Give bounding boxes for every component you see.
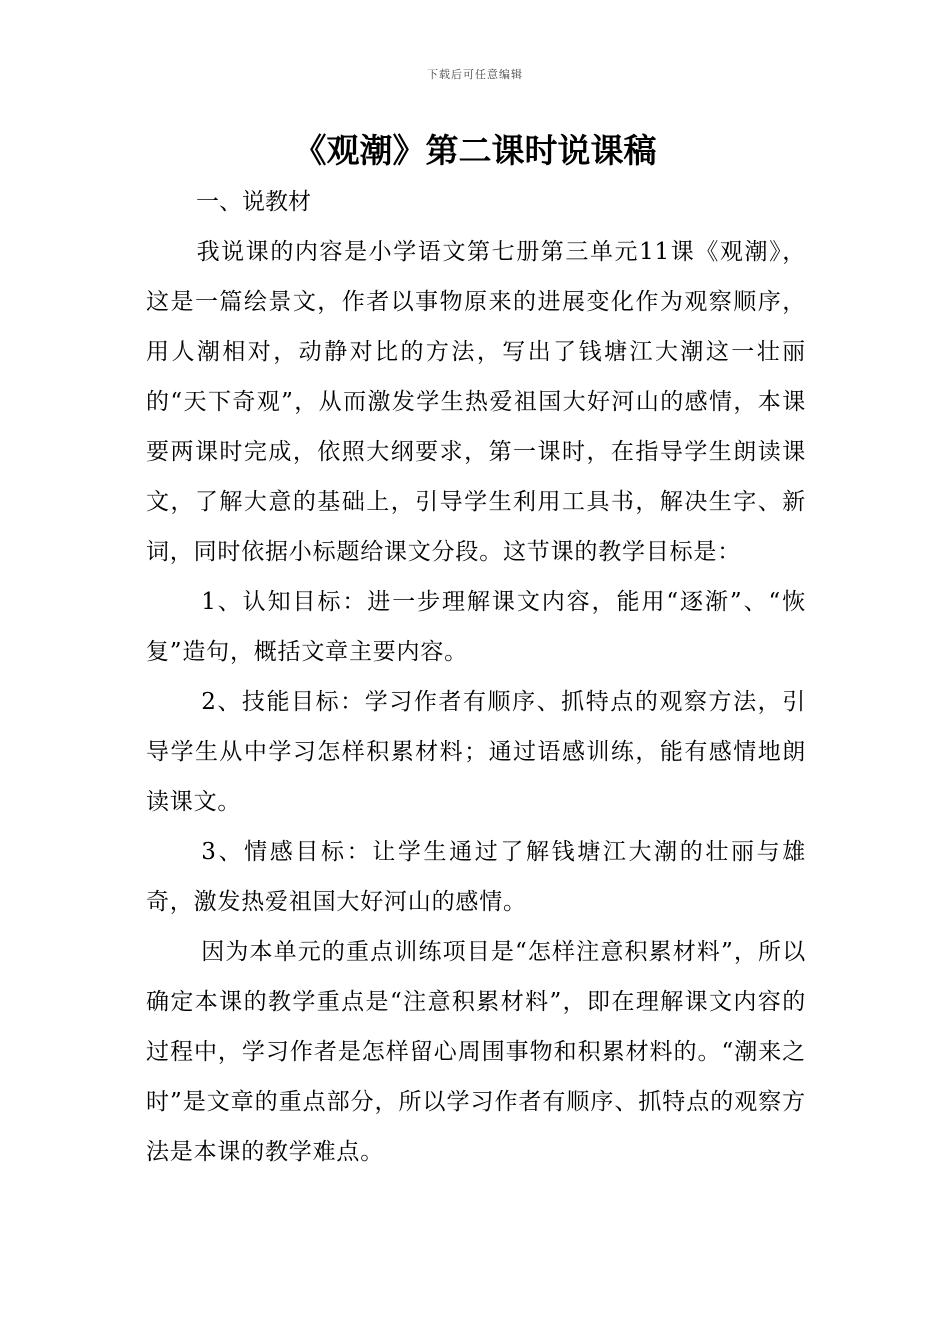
- paragraph-key-points: 因为本单元的重点训练项目是“怎样注意积累材料”，所以确定本课的教学重点是“注意积累材料”，即在理解课文内容的过程中，学习作者是怎样留心周围事物和积累材料的。“潮来之时”是文章的重点部分，所以学习作者有顺序、抓特点的观察方法是本课的教学难点。: [146, 939, 806, 1165]
- header-note: 下载后可任意编辑: [427, 68, 523, 81]
- paragraph-intro: 我说课的内容是小学语文第七册第三单元11课《观潮》，这是一篇绘景文，作者以事物原来的进展变化作为观察顺序，用人潮相对，动静对比的方法，写出了钱塘江大潮这一壮丽的“天下奇观”，从而激发学生热爱祖国大好河山的感情，本课要两课时完成，依照大纲要求，第一课时，在指导学生朗读课文，了解大意的基础上，引导学生利用工具书，解决生字、新词，同时依据小标题给课文分段。这节课的教学目标是：: [146, 239, 806, 565]
- document-body: [146, 177, 806, 1177]
- paragraph-emotional-goal: 3、情感目标：让学生通过了解钱塘江大潮的壮丽与雄奇，激发热爱祖国大好河山的感情。: [146, 839, 806, 915]
- document-title: 《观潮》第二课时说课稿: [293, 131, 657, 170]
- paragraph-cognitive-goal: 1、认知目标：进一步理解课文内容，能用“逐渐”、“恢复”造句，概括文章主要内容。: [146, 589, 806, 665]
- section-heading-textbook: 一、说教材: [196, 189, 311, 215]
- paragraph-skill-goal: 2、技能目标：学习作者有顺序、抓特点的观察方法，引导学生从中学习怎样积累材料；通过语感训练，能有感情地朗读课文。: [146, 689, 806, 815]
